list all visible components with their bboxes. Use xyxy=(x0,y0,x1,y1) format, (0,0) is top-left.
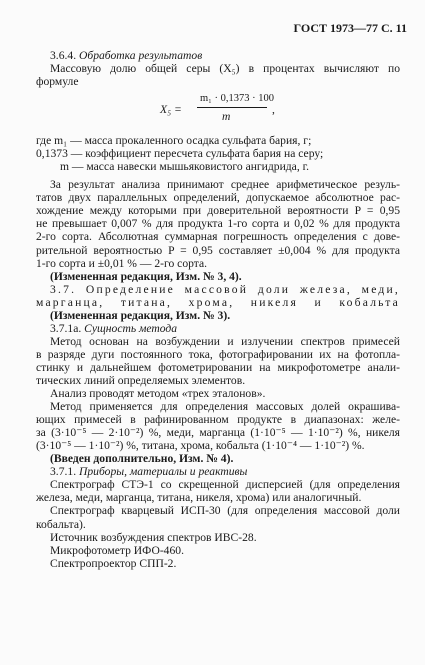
section-3-6-4-heading xyxy=(36,49,400,62)
method-line: в разряде дуги постоянного тока, фотографировании их на фотопла- xyxy=(36,347,400,361)
definition-coefficient: 0,1373 — коэффициент пересчета сульфата бария на серу; xyxy=(36,147,324,161)
apply-line: за (3·10⁻⁵ — 2·10⁻²) %, меди, марганца (1·10⁻⁵ — 1·10⁻²) %, никеля xyxy=(36,426,400,440)
page-header: ГОСТ 1973—77 С. 11 xyxy=(293,21,407,35)
section-number: 3.6.4. xyxy=(50,49,77,62)
spectroprojector: Спектропроектор СПП-2. xyxy=(50,556,177,570)
definition-m: m — масса навески мышьяковистого ангидрида, г. xyxy=(60,160,309,174)
fraction-bar xyxy=(197,107,267,108)
document-body xyxy=(36,49,400,570)
revision-note-3: (Введен дополнительно, Изм. № 4). xyxy=(50,452,234,466)
result-line: 2-го сорта. Абсолютная суммарная погрешность определения с дове- xyxy=(36,230,400,244)
revision-note-1: (Измененная редакция, Изм. № 3, 4). xyxy=(50,269,242,283)
definition-m1: где m₁ — масса прокаленного осадка сульфата бария, г; xyxy=(36,134,312,148)
intro-line-1: Массовую долю общей серы (X₅) в процентах вычисляют по xyxy=(50,62,400,76)
excitation-source: Источник возбуждения спектров ИВС-28. xyxy=(50,530,257,544)
intro-line-2: формуле xyxy=(36,75,79,89)
spectrograph-isp30-line: кобальта). xyxy=(36,517,86,531)
method-paragraph xyxy=(36,335,400,387)
method-line: тических линий определяемых элементов. xyxy=(36,373,246,387)
result-paragraph xyxy=(36,178,400,269)
sulfur-formula xyxy=(36,92,400,130)
apply-line: Метод применяется для определения массовых долей окрашива- xyxy=(50,400,400,414)
formula-definitions xyxy=(36,134,400,173)
apply-line: (3·10⁻⁵ — 1·10⁻²) %, титана, хрома, кобальта (1·10⁻⁴ — 1·10⁻²) %. xyxy=(36,439,365,453)
revision-note-2: (Измененная редакция, Изм. № 3). xyxy=(50,308,231,322)
result-line: рительной вероятностью P = 0,95 составляет ±0,004 % для продукта xyxy=(36,243,400,257)
formula-comma: , xyxy=(272,103,275,117)
section-3-7-1-heading xyxy=(36,465,400,478)
section-title: Приборы, материалы и реактивы xyxy=(79,465,248,479)
result-line: За результат анализа принимают среднее арифметическое резуль- xyxy=(50,178,400,192)
result-line: не превышает 0,007 % для продукта 1-го сорта и 0,02 % для продукта xyxy=(36,217,400,231)
section-3-7-heading-line-1: 3.7. Определение массовой доли железа, меди, xyxy=(50,282,400,296)
spectrograph-isp30-line: Спектрограф кварцевый ИСП-30 (для определения массовой доли xyxy=(50,504,400,518)
result-line: хождение между которыми при доверительной вероятности P = 0,95 xyxy=(36,204,400,218)
apply-line: ющих примесей в рафинированном продукте в диапазонах: желе- xyxy=(36,413,400,427)
formula-denominator: m xyxy=(222,110,231,124)
analysis-line: Анализ проводят методом «трех эталонов». xyxy=(50,387,266,401)
formula-lhs: X₅ = xyxy=(160,103,182,117)
spectrograph-ste1-line: Спектрограф СТЭ-1 со скрещенной дисперсией (для определения xyxy=(50,478,400,492)
result-line: 1-го сорта и ±0,01 % — 2-го сорта. xyxy=(36,256,208,270)
spectrograph-ste1-line: железа, меди, марганца, титана, никеля, хрома) или аналогичный. xyxy=(36,491,362,505)
section-number: 3.7.1. xyxy=(50,465,77,479)
section-title: Сущность метода xyxy=(84,321,178,335)
method-line: стинку и дальнейшем фотометрировании на микрофотометре анали- xyxy=(36,360,400,374)
section-3-7-heading-line-2: марганца, титана, хрома, никеля и кобальта xyxy=(36,295,400,309)
method-line: Метод основан на возбуждении и излучении спектров примесей xyxy=(50,334,400,348)
section-number: 3.7.1а. xyxy=(50,321,82,335)
section-title: Обработка результатов xyxy=(79,49,203,62)
apply-paragraph xyxy=(36,400,400,452)
result-line: татов двух параллельных определений, допускаемое абсолютное рас- xyxy=(36,191,400,205)
section-3-7-1a-heading xyxy=(36,322,400,335)
formula-numerator: m₁ · 0,1373 · 100 xyxy=(200,93,274,105)
microphotometer: Микрофотометр ИФО-460. xyxy=(50,543,184,557)
